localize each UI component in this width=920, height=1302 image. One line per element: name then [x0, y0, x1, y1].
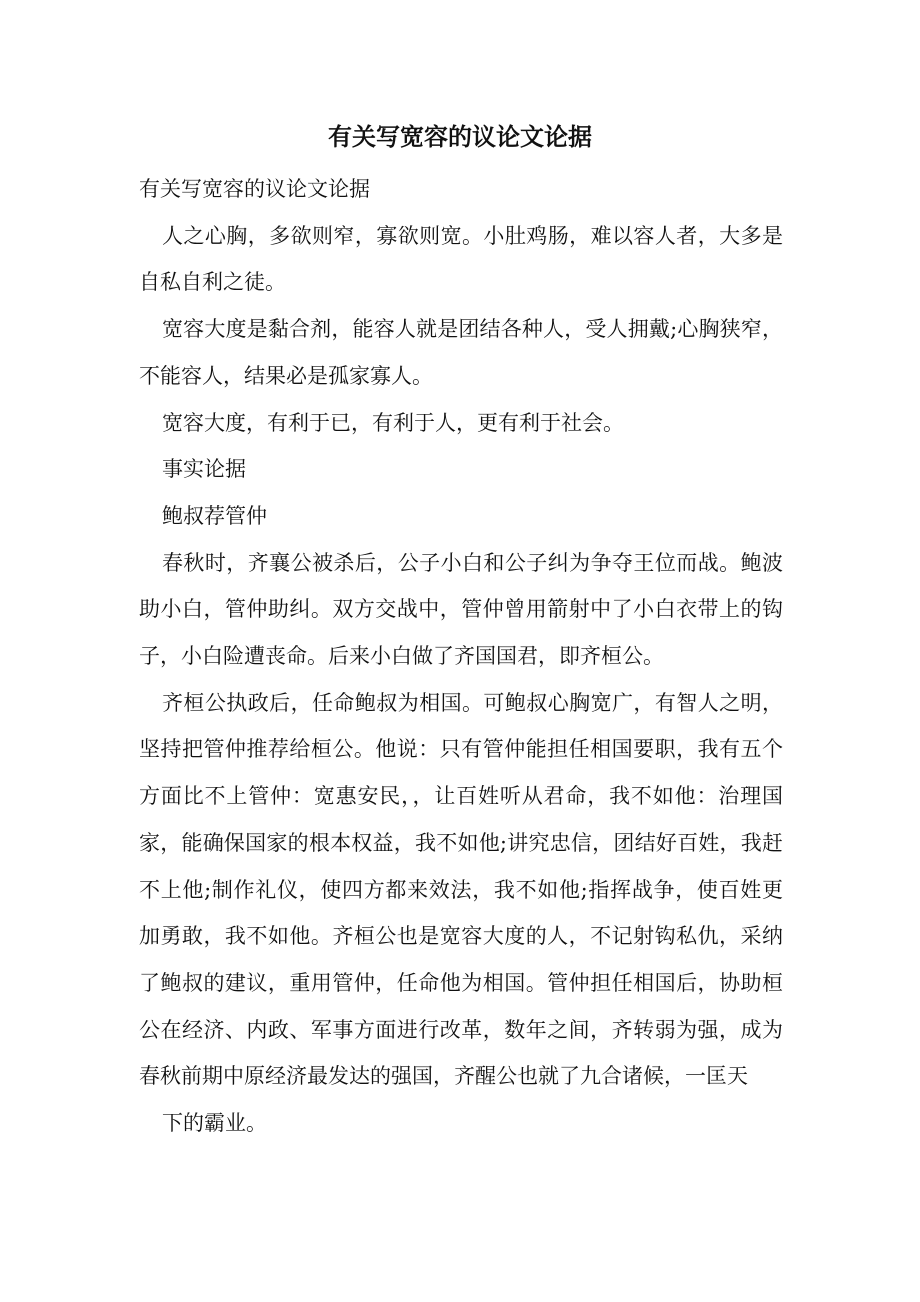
story-heading: 鲍叔荐管仲 [162, 503, 267, 528]
paragraph-1: 人之心胸，多欲则窄，寡欲则宽。小肚鸡肠，难以容人者，大多是自私自利之徒。 [139, 223, 783, 295]
paragraph-story-1: 春秋时，齐襄公被杀后，公子小白和公子纠为争夺王位而战。鲍波助小白，管仲助纠。双方交战中，管仲曾用箭射中了小白衣带上的钩子，小白险遭丧命。后来小白做了齐国国君，即齐桓公。 [139, 550, 783, 669]
document-title: 有关写宽容的议论文论据 [328, 122, 592, 151]
paragraph-2: 宽容大度是黏合剂，能容人就是团结各种人，受人拥戴;心胸狭窄，不能容人，结果必是孤家寡人。 [139, 317, 783, 388]
paragraph-3: 宽容大度，有利于已，有利于人，更有利于社会。 [162, 410, 624, 435]
section-heading-facts: 事实论据 [162, 457, 246, 482]
paragraph-story-end: 下的霸业。 [162, 1111, 267, 1136]
document-body [139, 166, 783, 1147]
document-subtitle: 有关写宽容的议论文论据 [139, 177, 370, 201]
paragraph-story-2: 齐桓公执政后，任命鲍叔为相国。可鲍叔心胸宽广，有智人之明，坚持把管仲推荐给桓公。他说：只有管仲能担任相国要职，我有五个方面比不上管仲：宽惠安民，，让百姓听从君命，我不如他：治理国家，能确保国家的根本权益，我不如他;讲究忠信，团结好百姓，我赶不上他;制作礼仪，使四方都来效法，我不如他;指挥战争，使百姓更加勇敢，我不如他。齐桓公也是宽容大度的人，不记射钩私仇，采纳了鲍叔的建议，重用管仲，任命他为相国。管仲担任相国后，协助桓公在经济、内政、军事方面进行改革，数年之间，齐转弱为强，成为春秋前期中原经济最发达的强国，齐醒公也就了九合诸候，一匡天 [139, 690, 783, 1089]
